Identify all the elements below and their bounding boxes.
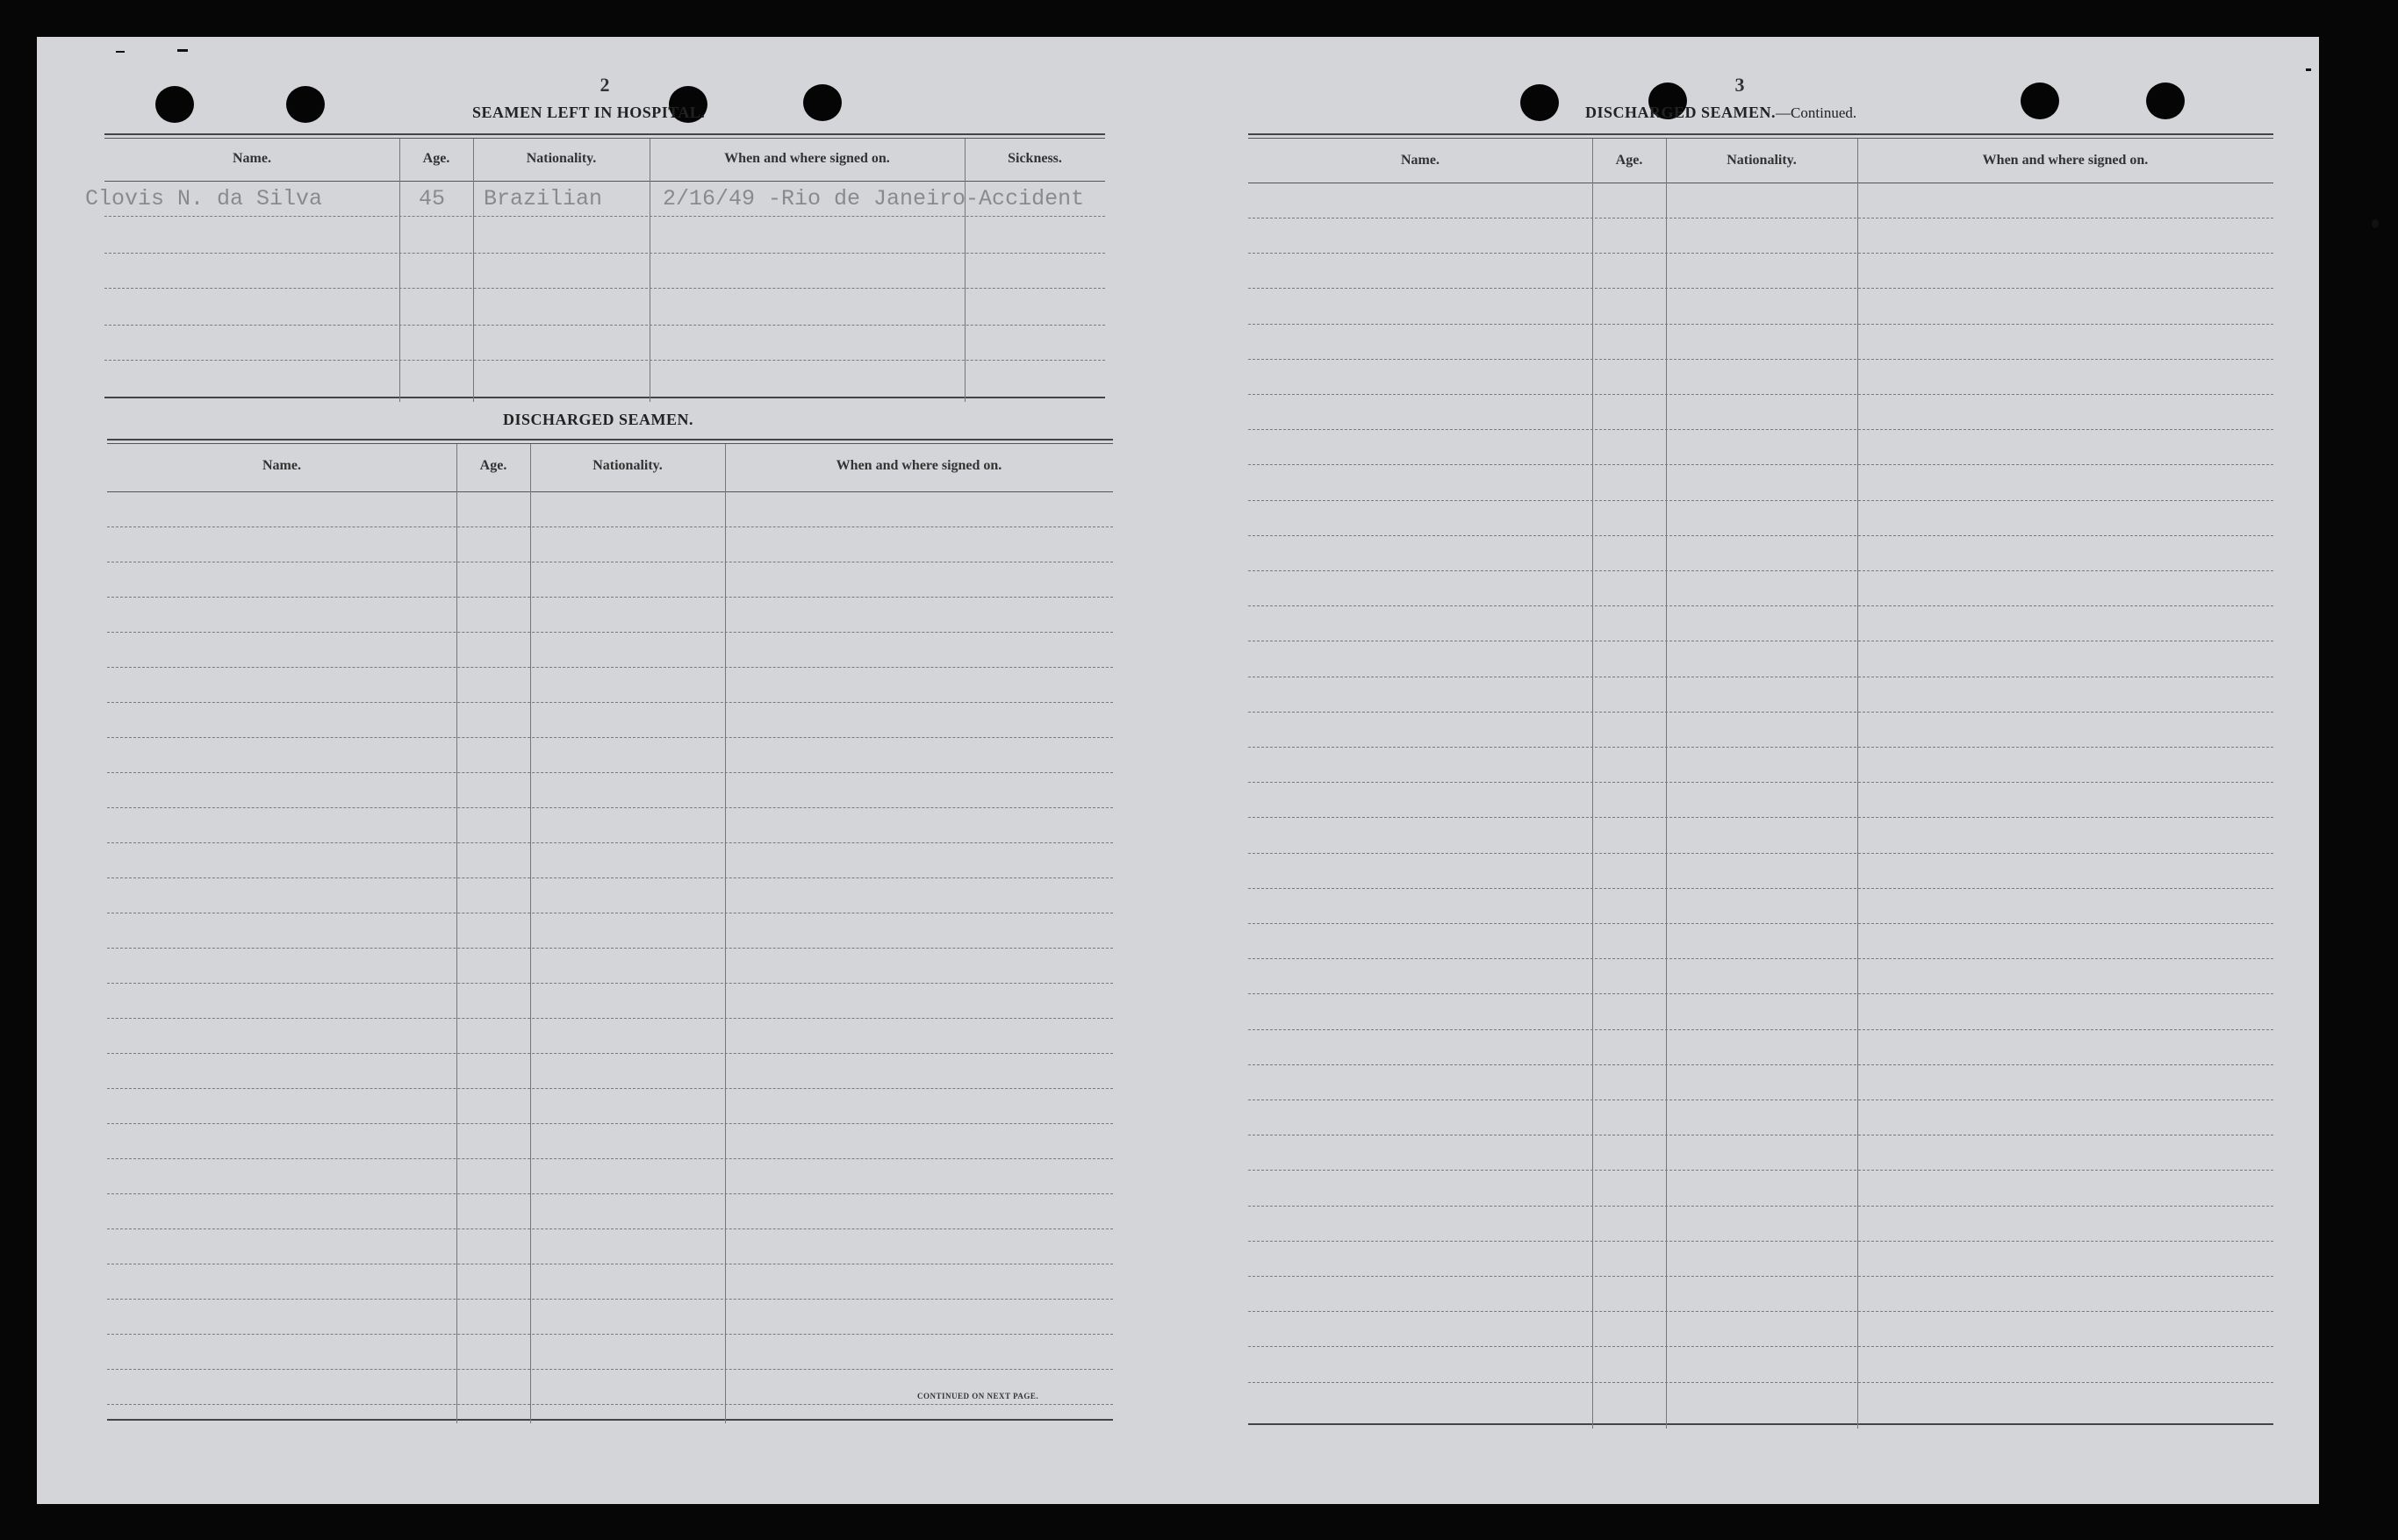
ruled-row-line bbox=[107, 842, 1113, 843]
ruled-row-line bbox=[107, 983, 1113, 984]
ruled-row-line bbox=[1248, 1382, 2273, 1383]
ruled-row-line bbox=[107, 1088, 1113, 1089]
ruled-row-line bbox=[1248, 359, 2273, 360]
ruled-row-line bbox=[1248, 1206, 2273, 1207]
continued-suffix: —Continued. bbox=[1776, 104, 1857, 121]
document-sheet bbox=[37, 37, 2319, 1504]
ruled-row-line bbox=[1248, 923, 2273, 924]
punch-hole bbox=[803, 84, 842, 121]
ruled-row-line bbox=[1248, 1241, 2273, 1242]
column-header-name: Name. bbox=[262, 458, 301, 473]
ruled-row-line bbox=[1248, 1064, 2273, 1065]
ruled-row-line bbox=[107, 1369, 1113, 1370]
ruled-row-line bbox=[107, 1404, 1113, 1405]
discharged-table-right bbox=[1248, 133, 2273, 1429]
punch-hole bbox=[286, 86, 325, 123]
discharged-section-title: DISCHARGED SEAMEN. bbox=[503, 411, 694, 428]
ruled-row-line bbox=[1248, 1099, 2273, 1100]
ruled-row-line bbox=[1248, 394, 2273, 395]
ruled-row-line bbox=[107, 667, 1113, 668]
ruled-row-line bbox=[1248, 1346, 2273, 1347]
column-header-nationality: Nationality. bbox=[1727, 153, 1797, 168]
column-header-signed-on: When and where signed on. bbox=[836, 458, 1002, 473]
ruled-row-line bbox=[107, 597, 1113, 598]
hospital-entry-signed-on: 2/16/49 -Rio de Janeiro-Accident bbox=[663, 186, 1085, 211]
ruled-row-line bbox=[1248, 570, 2273, 571]
ruled-row-line bbox=[107, 877, 1113, 878]
ruled-rows bbox=[107, 439, 1113, 1423]
column-header-age: Age. bbox=[479, 458, 507, 473]
column-header-sickness: Sickness. bbox=[1008, 151, 1062, 166]
ruled-row-line bbox=[107, 772, 1113, 773]
ruled-row-line bbox=[1248, 288, 2273, 289]
ruled-row-line bbox=[1248, 853, 2273, 854]
ink-speck bbox=[116, 51, 125, 53]
ruled-row-line bbox=[107, 1228, 1113, 1229]
ruled-row-line bbox=[107, 702, 1113, 703]
ruled-row-line bbox=[107, 1334, 1113, 1335]
ink-speck bbox=[177, 49, 188, 52]
ruled-row-line bbox=[107, 807, 1113, 808]
ruled-row-line bbox=[1248, 429, 2273, 430]
column-header-age: Age. bbox=[422, 151, 450, 166]
ruled-row-line bbox=[1248, 1276, 2273, 1277]
ruled-row-line bbox=[107, 737, 1113, 738]
left-page-number: 2 bbox=[600, 74, 610, 96]
hospital-entry-age: 45 bbox=[419, 186, 446, 211]
ruled-row-line bbox=[1248, 782, 2273, 783]
ruled-row-line bbox=[1248, 464, 2273, 465]
column-header-signed-on: When and where signed on. bbox=[724, 151, 890, 166]
discharged-continued-title bbox=[1585, 104, 1856, 122]
ruled-row-line bbox=[1248, 993, 2273, 994]
ruled-row-line bbox=[1248, 888, 2273, 889]
punch-hole bbox=[155, 86, 194, 123]
ruled-row-line bbox=[1248, 712, 2273, 713]
punch-hole bbox=[2146, 82, 2185, 119]
column-header-name: Name. bbox=[233, 151, 271, 166]
discharged-table-left bbox=[107, 439, 1113, 1423]
punch-hole bbox=[1520, 84, 1559, 121]
ruled-row-line bbox=[1248, 253, 2273, 254]
ruled-row-line bbox=[1248, 1029, 2273, 1030]
ruled-row-line bbox=[1248, 958, 2273, 959]
ink-speck bbox=[2306, 68, 2311, 71]
ruled-row-line bbox=[1248, 535, 2273, 536]
ruled-row-line bbox=[107, 1299, 1113, 1300]
ruled-row-line bbox=[1248, 500, 2273, 501]
ruled-row-line bbox=[1248, 747, 2273, 748]
punch-hole bbox=[2021, 82, 2059, 119]
hospital-table bbox=[85, 133, 1105, 402]
ink-speck bbox=[2372, 219, 2379, 228]
column-header-name: Name. bbox=[1401, 153, 1440, 168]
ruled-row-line bbox=[107, 526, 1113, 527]
column-header-age: Age. bbox=[1615, 153, 1643, 168]
ruled-row-line bbox=[1248, 605, 2273, 606]
ruled-row-line bbox=[107, 1158, 1113, 1159]
ruled-row-line bbox=[107, 1053, 1113, 1054]
ruled-row-line bbox=[1248, 324, 2273, 325]
ruled-row-line bbox=[107, 1018, 1113, 1019]
column-header-nationality: Nationality. bbox=[526, 151, 597, 166]
continued-footnote: CONTINUED ON NEXT PAGE. bbox=[917, 1392, 1039, 1400]
ruled-row-line bbox=[1248, 817, 2273, 818]
discharged-continued-title-main: DISCHARGED SEAMEN. bbox=[1585, 104, 1777, 121]
right-page-number: 3 bbox=[1734, 74, 1745, 96]
hospital-entry-name: Clovis N. da Silva bbox=[85, 186, 323, 211]
ruled-row-line bbox=[107, 632, 1113, 633]
ruled-row-line bbox=[107, 1123, 1113, 1124]
hospital-section-title: SEAMEN LEFT IN HOSPITAL. bbox=[472, 104, 706, 121]
hospital-entry-nationality: Brazilian bbox=[484, 186, 603, 211]
ruled-row-line bbox=[107, 948, 1113, 949]
ruled-rows bbox=[1248, 133, 2273, 1429]
column-header-nationality: Nationality. bbox=[592, 458, 663, 473]
ruled-row-line bbox=[1248, 1311, 2273, 1312]
ruled-row-line bbox=[1248, 1170, 2273, 1171]
ruled-row-line bbox=[107, 1193, 1113, 1194]
column-header-signed-on: When and where signed on. bbox=[1982, 153, 2149, 168]
